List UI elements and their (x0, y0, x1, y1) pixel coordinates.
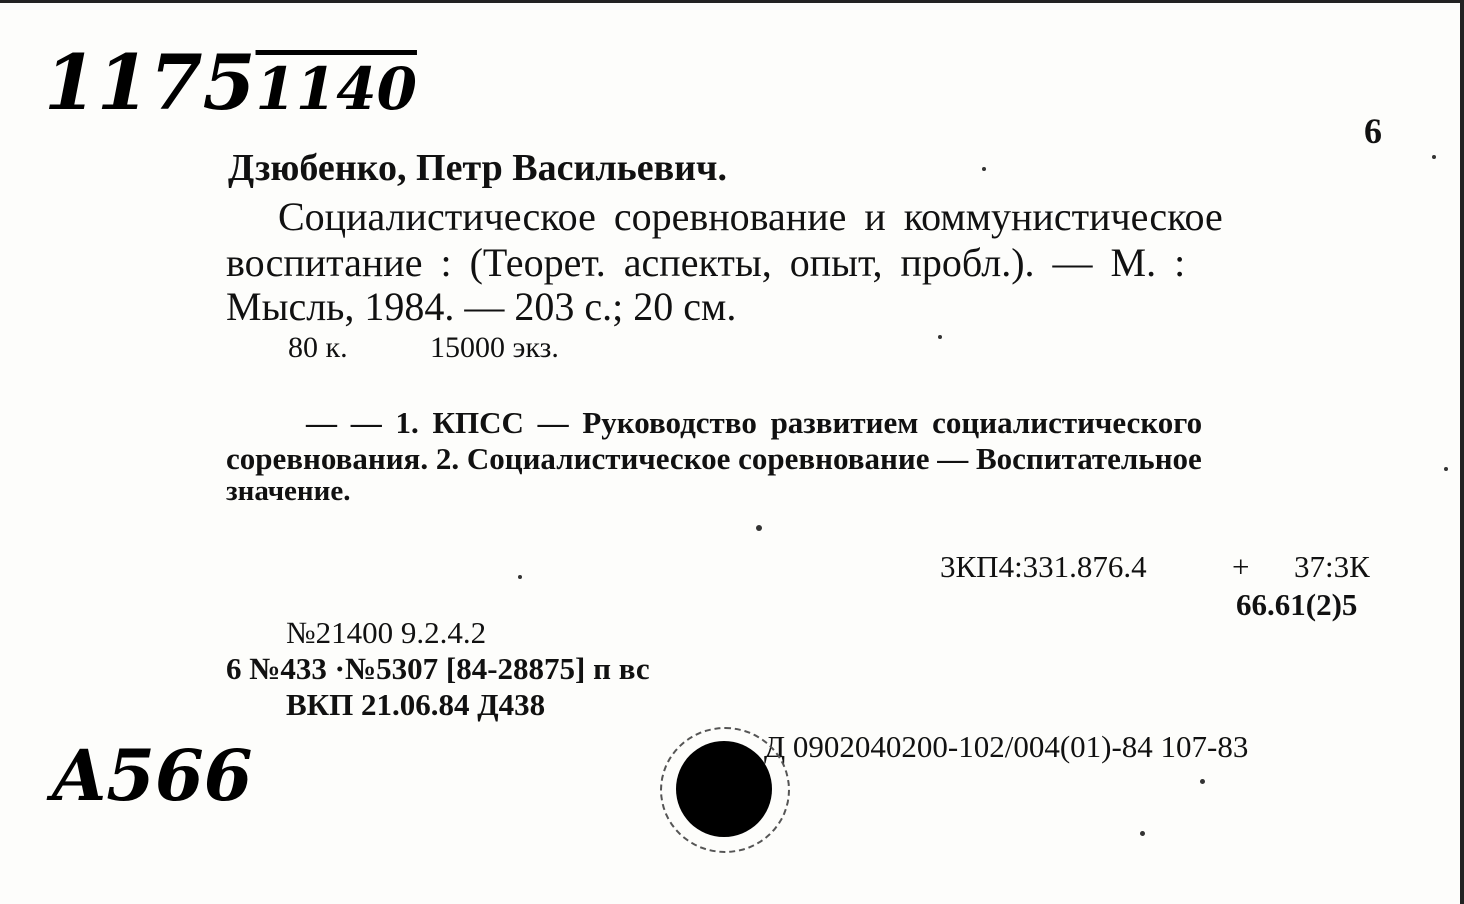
publication-code: Д 0902040200-102/004(01)-84 107-83 (764, 729, 1249, 764)
scan-speck (982, 167, 986, 171)
bbk-classification: 66.61(2)5 (1236, 587, 1358, 622)
scan-speck (1432, 155, 1436, 159)
title-line: Мысль, 1984. — 203 с.; 20 см. (226, 284, 737, 329)
subject-line: соревнования. 2. Социалистическое соревнование — Воспитательное (226, 441, 1202, 476)
registry-line: ВКП 21.06.84 Д438 (286, 687, 546, 722)
registry-line: №21400 9.2.4.2 (286, 615, 487, 650)
subject-line: — — 1. КПСС — Руководство развитием социалистического (306, 405, 1203, 440)
handwritten-number-main: 1175 (44, 38, 256, 127)
author-heading: Дзюбенко, Петр Васильевич. (228, 147, 727, 189)
title-line: Социалистическое соревнование и коммунистическое (278, 194, 1223, 239)
copies: 15000 экз. (430, 331, 559, 364)
udc-secondary: 37:3К (1294, 549, 1370, 584)
classification-plus: + (1232, 549, 1250, 584)
handwritten-number-fraction: 1140 (255, 55, 417, 123)
registry-line: 6 №433 ·№5307 [84-28875] п вс (226, 651, 650, 686)
handwritten-shelf-mark: A566 (52, 734, 253, 817)
scan-speck (1444, 467, 1448, 471)
scan-speck (1140, 831, 1145, 836)
price: 80 к. (288, 331, 348, 364)
card-number: 6 (1364, 111, 1382, 151)
scan-speck (938, 335, 942, 339)
scan-speck (1200, 779, 1205, 784)
subject-line: значение. (226, 475, 351, 507)
scan-speck (518, 575, 522, 579)
handwritten-accession-number (44, 38, 417, 127)
udc-classification: 3КП4:331.876.4 (940, 549, 1147, 584)
punch-hole (676, 741, 772, 837)
scan-speck (756, 525, 762, 531)
title-line: воспитание : (Теорет. аспекты, опыт, пробл.). — М. : (226, 240, 1186, 285)
